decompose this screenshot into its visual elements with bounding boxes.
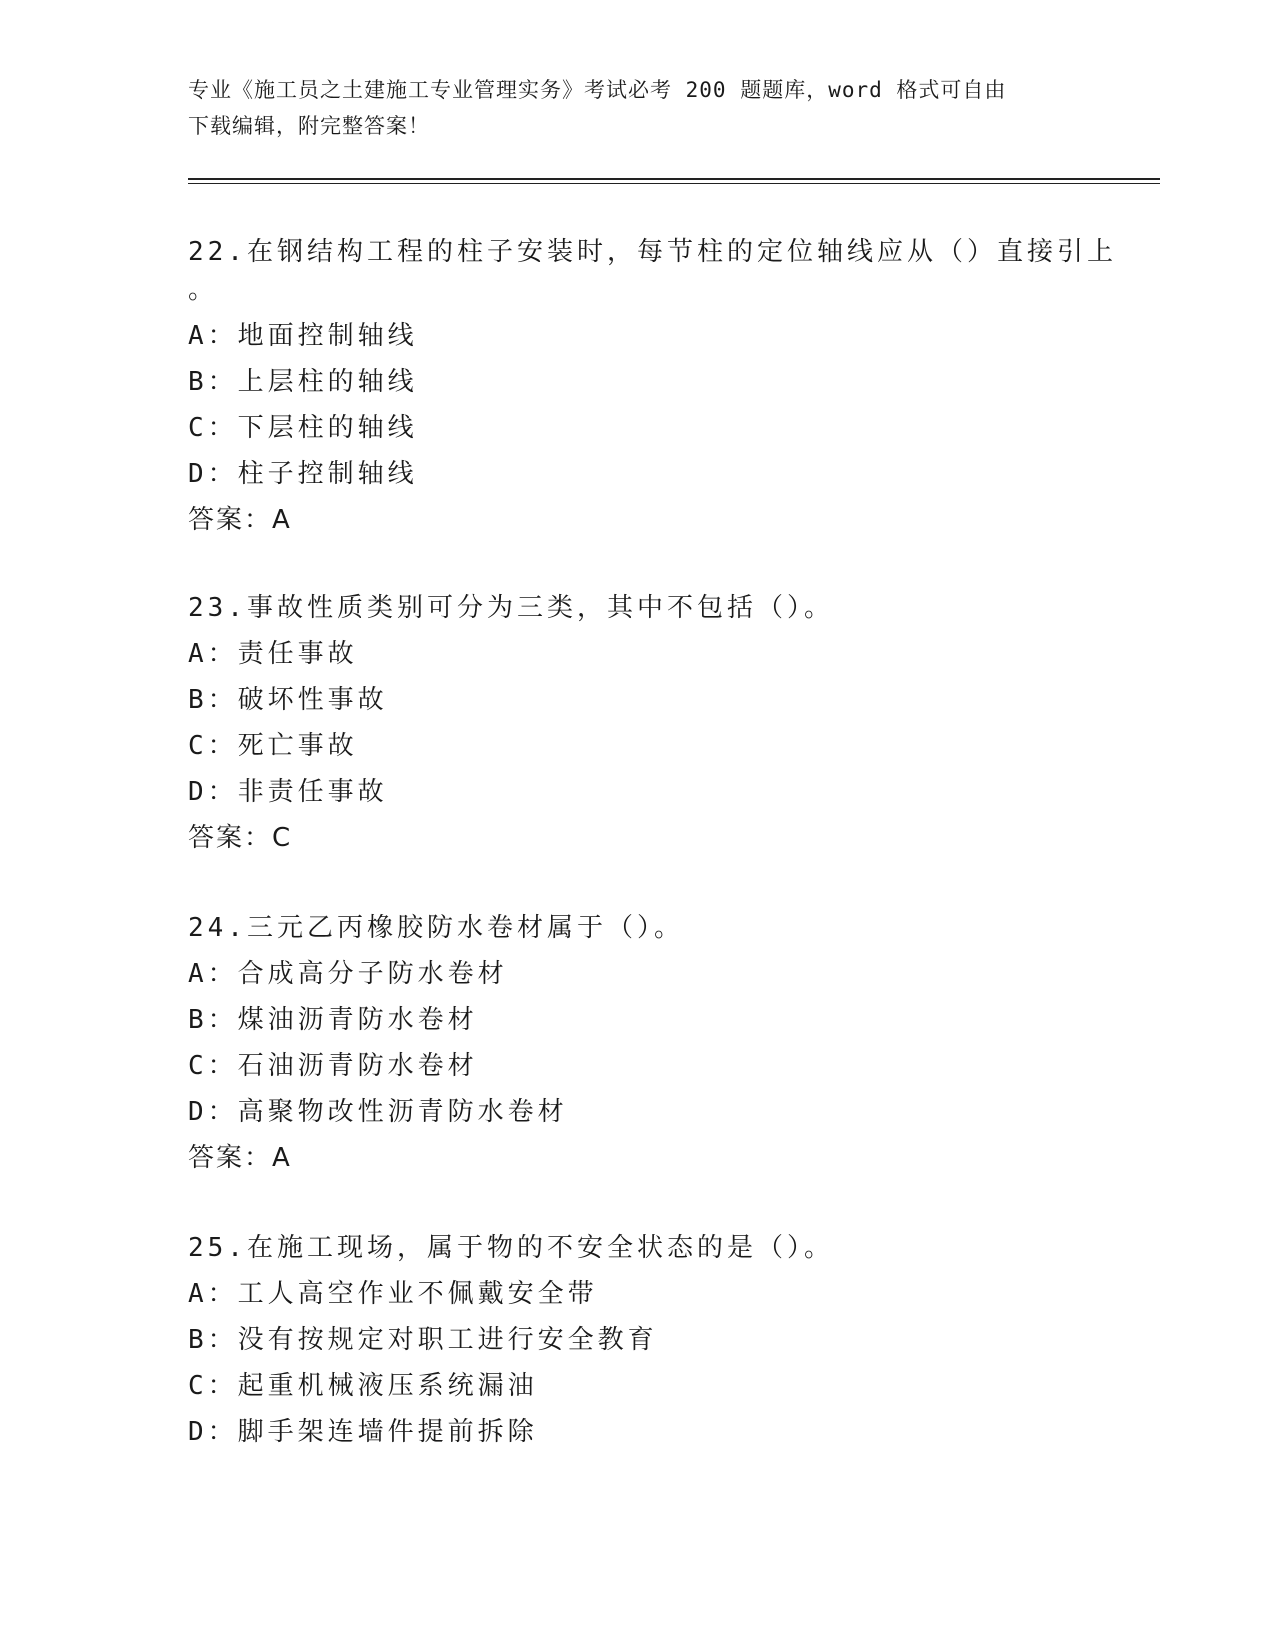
document-header: [188, 72, 1088, 144]
option-d: D：柱子控制轴线: [188, 459, 418, 489]
option-b: B：煤油沥青防水卷材: [188, 1005, 478, 1035]
question-stem: 23.事故性质类别可分为三类，其中不包括（）。: [188, 593, 834, 623]
option-c: C：起重机械液压系统漏油: [188, 1371, 538, 1401]
question-22: [188, 229, 1117, 543]
header-line-2: 下载编辑，附完整答案！: [188, 114, 430, 138]
question-stem: 25.在施工现场，属于物的不安全状态的是（）。: [188, 1233, 834, 1263]
question-24: [188, 905, 1088, 1181]
header-divider-thin: [188, 183, 1160, 184]
option-b: B：没有按规定对职工进行安全教育: [188, 1325, 658, 1355]
option-d: D：非责任事故: [188, 777, 388, 807]
option-c: C：死亡事故: [188, 731, 358, 761]
answer: 答案：A: [188, 505, 292, 535]
header-line-1: 专业《施工员之土建施工专业管理实务》考试必考 200 题题库，word 格式可自由: [188, 78, 1007, 102]
option-a: A：合成高分子防水卷材: [188, 959, 508, 989]
option-d: D：脚手架连墙件提前拆除: [188, 1417, 538, 1447]
answer: 答案：A: [188, 1143, 292, 1173]
option-b: B：上层柱的轴线: [188, 367, 418, 397]
question-23: [188, 585, 1088, 861]
header-divider-thick: [188, 178, 1160, 180]
option-a: A：责任事故: [188, 639, 358, 669]
option-a: A：工人高空作业不佩戴安全带: [188, 1279, 598, 1309]
option-a: A：地面控制轴线: [188, 321, 418, 351]
answer: 答案：C: [188, 823, 293, 853]
option-d: D：高聚物改性沥青防水卷材: [188, 1097, 568, 1127]
question-stem-tail: 。: [188, 275, 219, 305]
option-c: C：下层柱的轴线: [188, 413, 418, 443]
option-c: C：石油沥青防水卷材: [188, 1051, 478, 1081]
question-stem: 22.在钢结构工程的柱子安装时，每节柱的定位轴线应从（）直接引上: [188, 237, 1117, 267]
option-b: B：破坏性事故: [188, 685, 388, 715]
question-25: [188, 1225, 1088, 1455]
question-stem: 24.三元乙丙橡胶防水卷材属于（）。: [188, 913, 684, 943]
